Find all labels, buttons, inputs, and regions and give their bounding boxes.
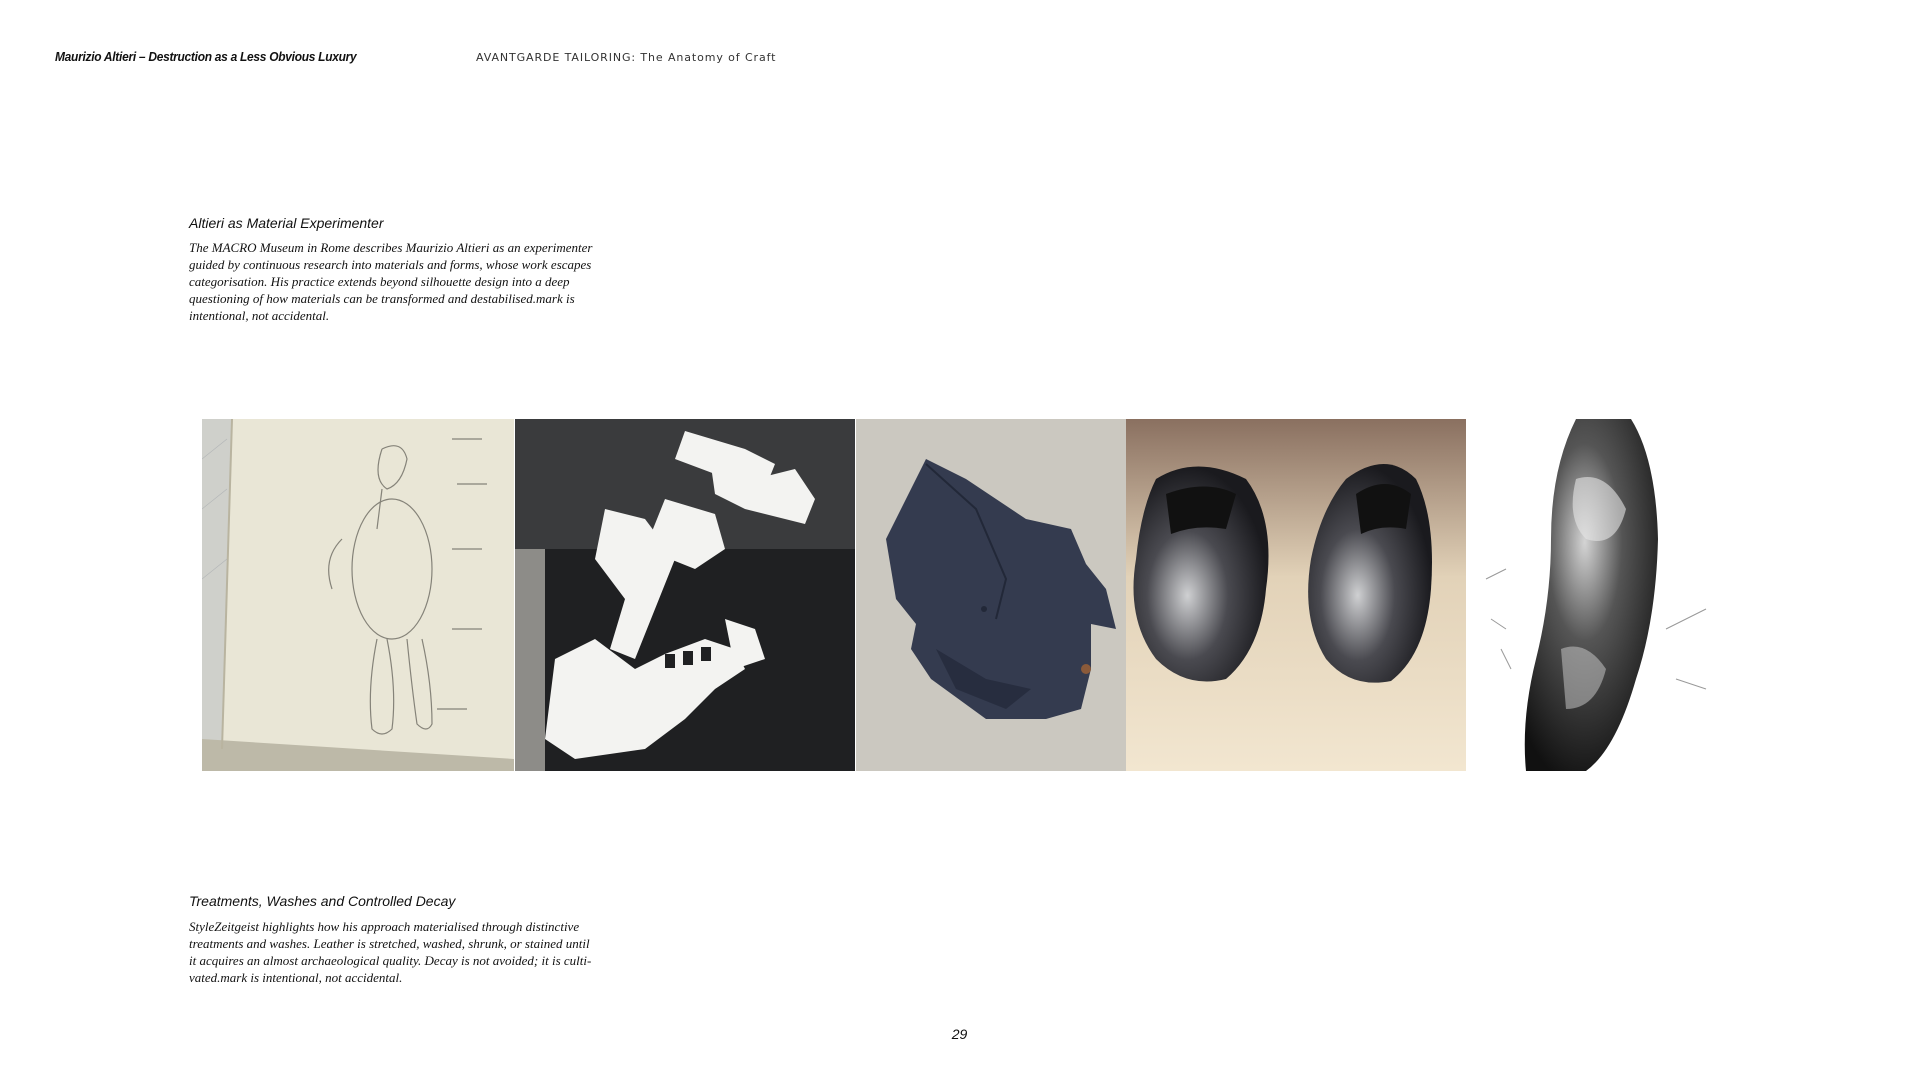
body-line: StyleZeitgeist highlights how his approach materialised through distinctive: [189, 919, 580, 934]
body-line: intentional, not accidental.: [189, 308, 330, 323]
sketchbook-image: [202, 419, 514, 771]
image-strip: [202, 419, 1736, 771]
section-heading-treatments: Treatments, Washes and Controlled Decay: [189, 893, 456, 909]
body-line: questioning of how materials can be transformed and destabilised.mark is: [189, 291, 575, 306]
body-line: it acquires an almost archaeological quality. Decay is not avoided; it is culti-: [189, 953, 592, 968]
document-title: Maurizio Altieri – Destruction as a Less Obvious Luxury: [55, 49, 357, 64]
body-line: treatments and washes. Leather is stretched, washed, shrunk, or stained until: [189, 936, 590, 951]
body-line: categorisation. His practice extends beyond silhouette design into a deep: [189, 274, 570, 289]
series-title: AVANTGARDE TAILORING: The Anatomy of Craft: [476, 51, 777, 64]
folded-jacket-image: [856, 419, 1126, 771]
section-heading-material-experimenter: Altieri as Material Experimenter: [189, 215, 384, 231]
shoe-sole-image: [1466, 419, 1736, 771]
body-line: The MACRO Museum in Rome describes Maurizio Altieri as an experimenter: [189, 240, 593, 255]
leather-shoes-image: [1126, 419, 1466, 771]
section-body-treatments: [189, 918, 629, 986]
pattern-pieces-image: [515, 419, 855, 771]
body-line: vated.mark is intentional, not accidental.: [189, 970, 403, 985]
section-body-material-experimenter: [189, 239, 629, 324]
page-number: 29: [951, 1026, 968, 1042]
body-line: guided by continuous research into materials and forms, whose work escapes: [189, 257, 592, 272]
